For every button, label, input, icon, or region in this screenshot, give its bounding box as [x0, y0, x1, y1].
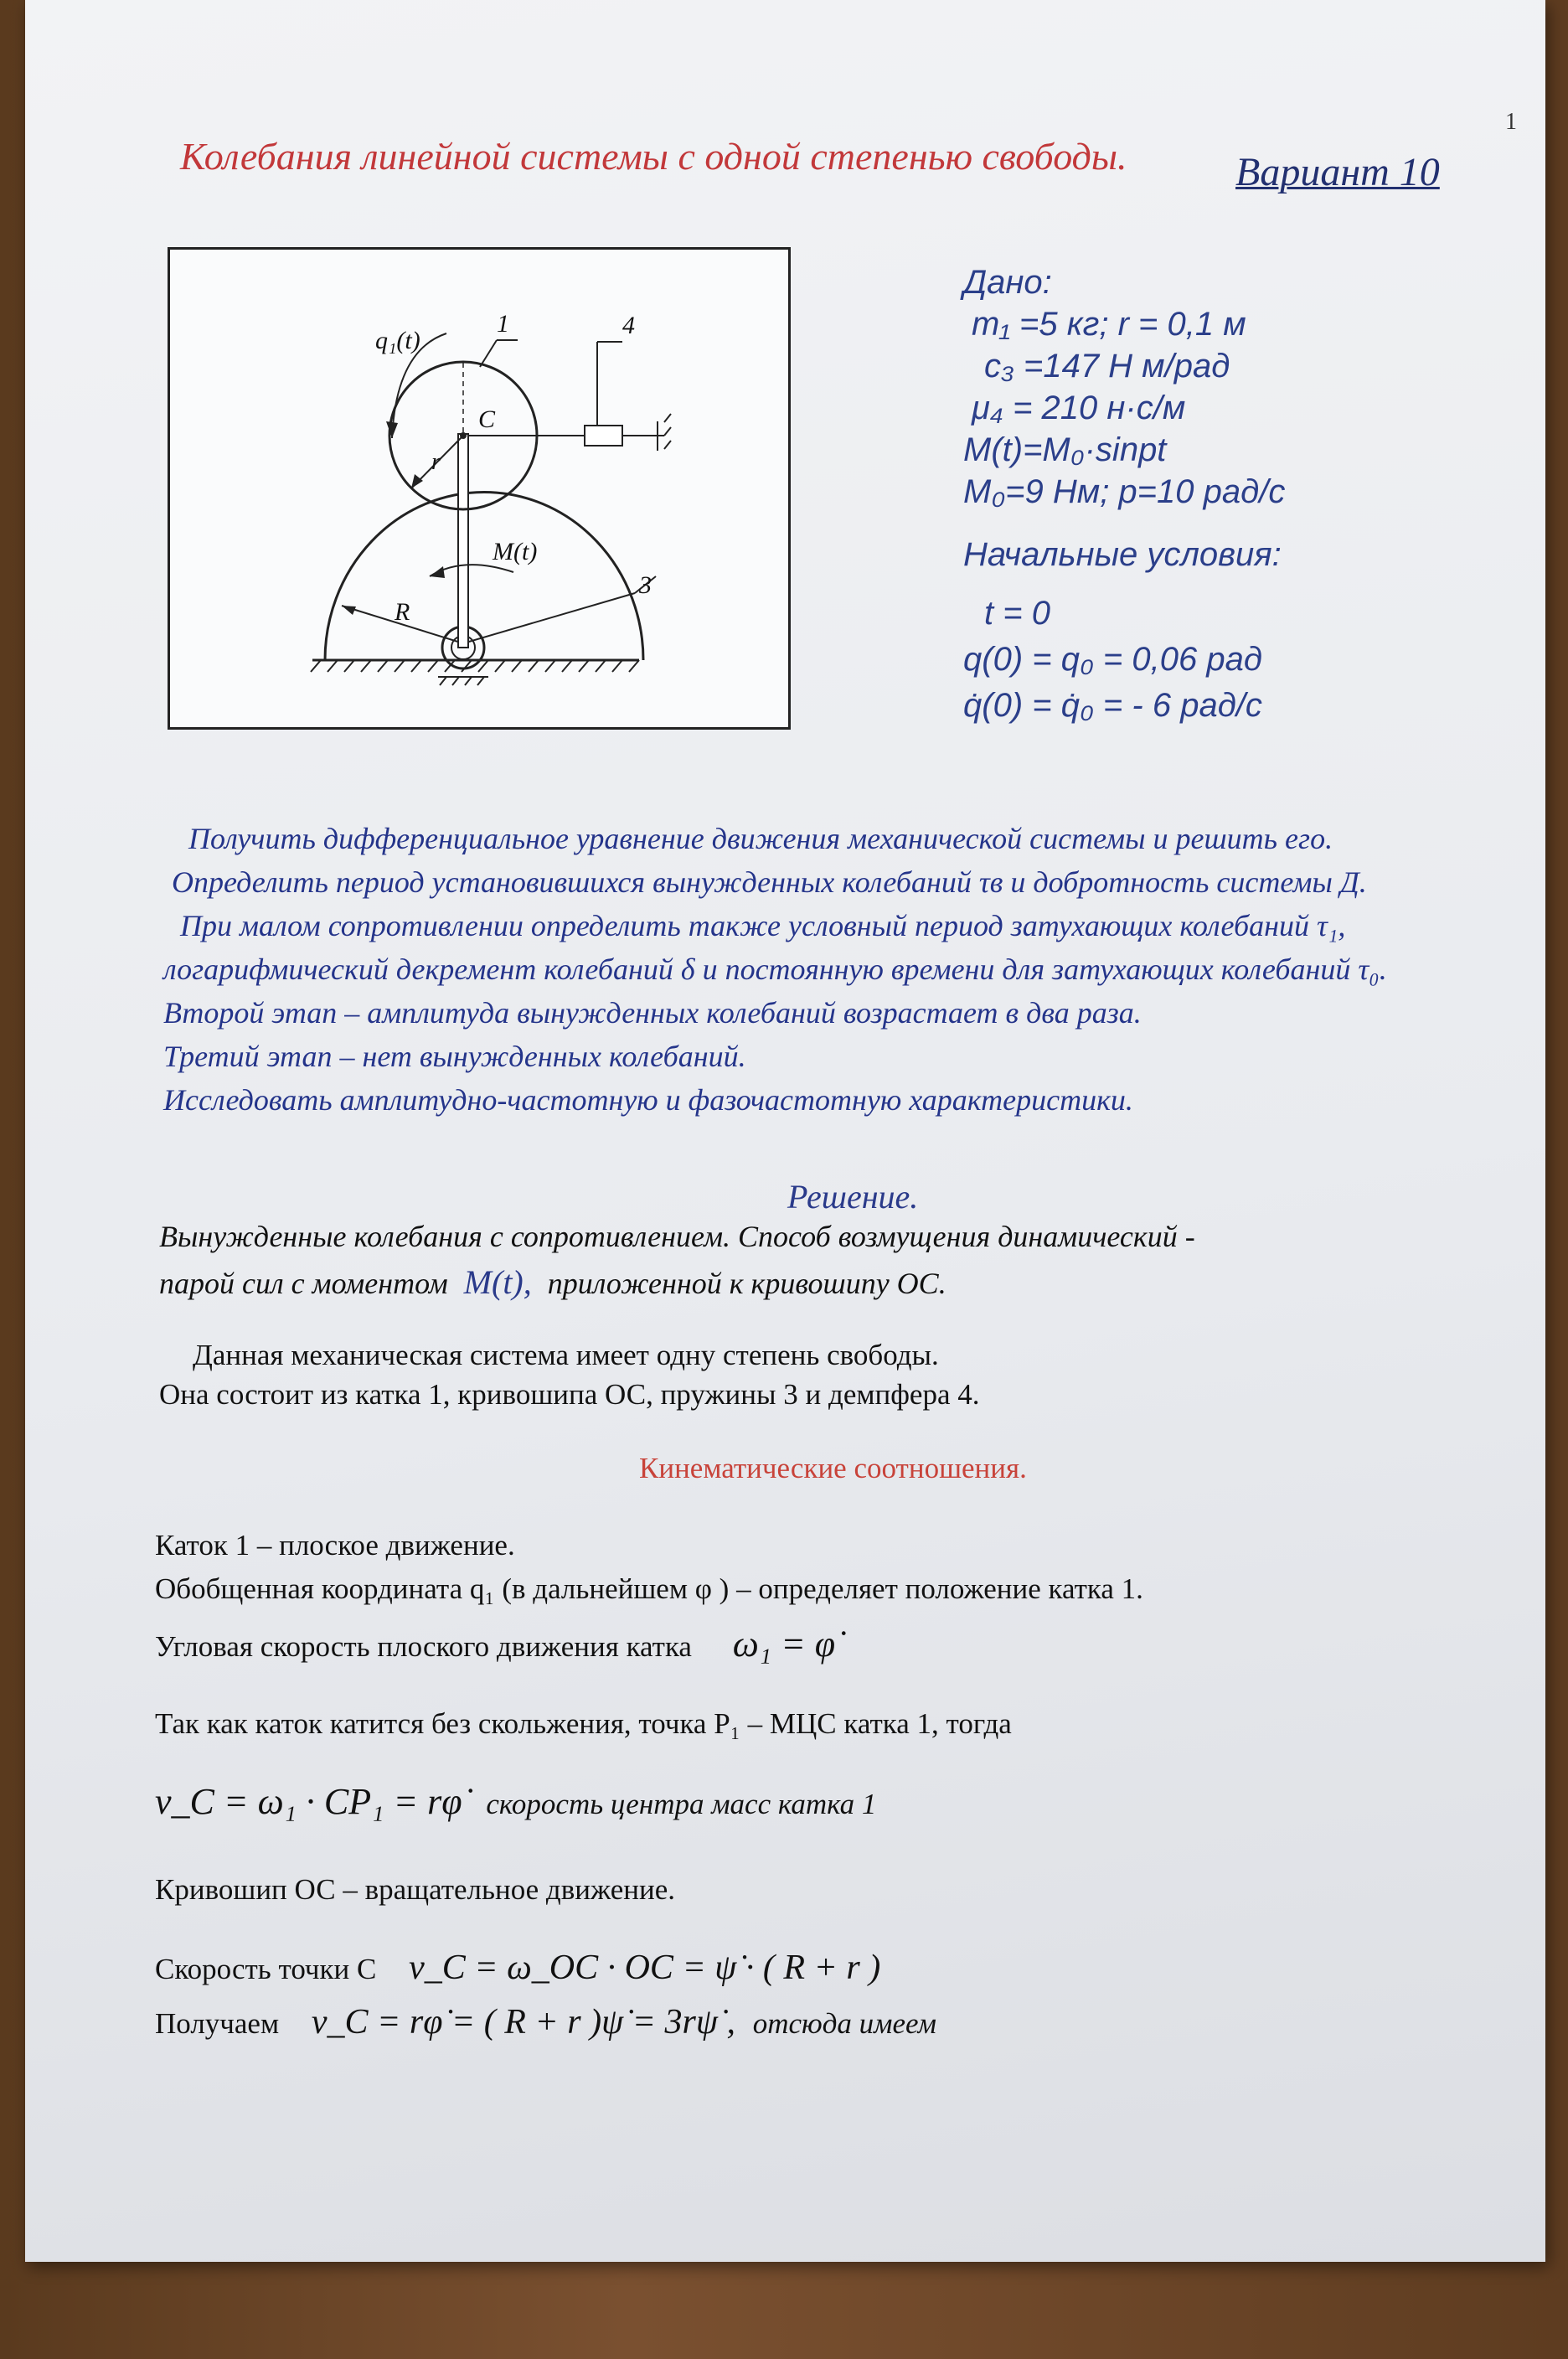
crank-oc [458, 434, 468, 648]
q1-label: q₁(t) [375, 327, 420, 354]
kinematics-line: Обобщенная координата q₁ (в дальнейшем φ ) – определяет положение катка 1. [155, 1572, 1143, 1605]
velocity-c-formula: v_C = ω_OC · OC = ψ̇ · ( R + r ) [409, 1949, 881, 1987]
system-description: Она состоит из катка 1, кривошипа ОС, пружины 3 и демпфера 4. [159, 1378, 980, 1411]
task-line: логарифмический декремент колебаний δ и постоянную времени для затухающих колебаний τ₀. [163, 952, 1387, 986]
variant-label: Вариант 10 [1235, 150, 1440, 194]
mechanism-diagram [170, 250, 788, 727]
label-r: r [431, 449, 441, 475]
task-line: Второй этап – амплитуда вынужденных колебаний возрастает в два раза. [163, 996, 1142, 1030]
velocity-formula: v_C = ω₁ · CP₁ = rφ̇ [155, 1781, 462, 1822]
moment-symbol: M(t), [463, 1263, 532, 1301]
kinematics-line [155, 2002, 936, 2042]
initial-line: q̇(0) = q̇₀ = - 6 рад/с [963, 687, 1262, 724]
document-page [25, 0, 1545, 2262]
label-3: 3 [639, 571, 652, 599]
task-line: Третий этап – нет вынужденных колебаний. [163, 1040, 746, 1073]
kinematics-line [155, 1948, 880, 1988]
task-line: При малом сопротивлении определить также условный период затухающих колебаний τ₁, [180, 909, 1346, 942]
kinematics-line: Кривошип ОС – вращательное движение. [155, 1873, 675, 1906]
kinematics-heading: Кинематические соотношения. [639, 1452, 1027, 1484]
kinematics-line [155, 1623, 835, 1665]
omega-formula: ω₁ = φ̇ [732, 1623, 836, 1665]
page-title: Колебания линейной системы с одной степенью свободы. [180, 135, 1127, 178]
kinematics-line: Так как каток катится без скольжения, точка P₁ – МЦС катка 1, тогда [155, 1707, 1012, 1740]
initial-conditions-heading: Начальные условия: [963, 536, 1282, 573]
task-line: Определить период установившихся вынужденных колебаний τв и добротность системы Д. [172, 865, 1367, 899]
given-line: μ₄ = 210 н·с/м [972, 390, 1186, 426]
given-heading: Дано: [963, 264, 1052, 301]
solution-text: парой сил с моментом [159, 1267, 448, 1300]
kinematics-text: Угловая скорость плоского движения катка [155, 1630, 692, 1663]
solution-heading: Решение. [787, 1178, 919, 1216]
task-line: Исследовать амплитудно-частотную и фазочастотную характеристики. [163, 1083, 1133, 1117]
solution-text: приложенной к кривошипу ОС. [547, 1267, 946, 1300]
label-c: C [478, 405, 496, 433]
kinematics-text: Получаем [155, 2007, 280, 2040]
half-cylinder [325, 492, 643, 660]
formula-note: скорость центра масс катка 1 [486, 1788, 877, 1820]
initial-line: t = 0 [984, 595, 1050, 632]
given-line: m₁ =5 кг; r = 0,1 м [972, 306, 1246, 343]
initial-line: q(0) = q₀ = 0,06 рад [963, 641, 1262, 678]
label-m: M(t) [493, 538, 538, 565]
page-number: 1 [1505, 109, 1517, 135]
given-line: c₃ =147 Н м/рад [984, 348, 1230, 385]
label-1: 1 [497, 310, 509, 338]
given-line: M(t)=M₀·sinpt [963, 431, 1167, 468]
task-line: Получить дифференциальное уравнение движения механической системы и решить его. [188, 822, 1333, 855]
solution-line [159, 1262, 946, 1302]
system-description: Данная механическая система имеет одну степень свободы. [193, 1339, 939, 1371]
solution-line: Вынужденные колебания с сопротивлением. Способ возмущения динамический - [159, 1220, 1195, 1253]
kinematics-line [155, 1780, 876, 1823]
mechanism-figure [168, 247, 791, 730]
kinematics-text: Скорость точки C [155, 1953, 377, 1985]
label-4: 4 [622, 312, 635, 339]
given-line: M₀=9 Нм; p=10 рад/с [963, 473, 1286, 510]
label-r-big: R [395, 598, 410, 626]
damper-4 [585, 426, 622, 446]
result-formula: v_C = rφ̇ = ( R + r )ψ̇ = 3rψ̇ , [311, 2003, 735, 2042]
formula-note: отсюда имеем [752, 2007, 937, 2040]
kinematics-line: Каток 1 – плоское движение. [155, 1529, 515, 1561]
